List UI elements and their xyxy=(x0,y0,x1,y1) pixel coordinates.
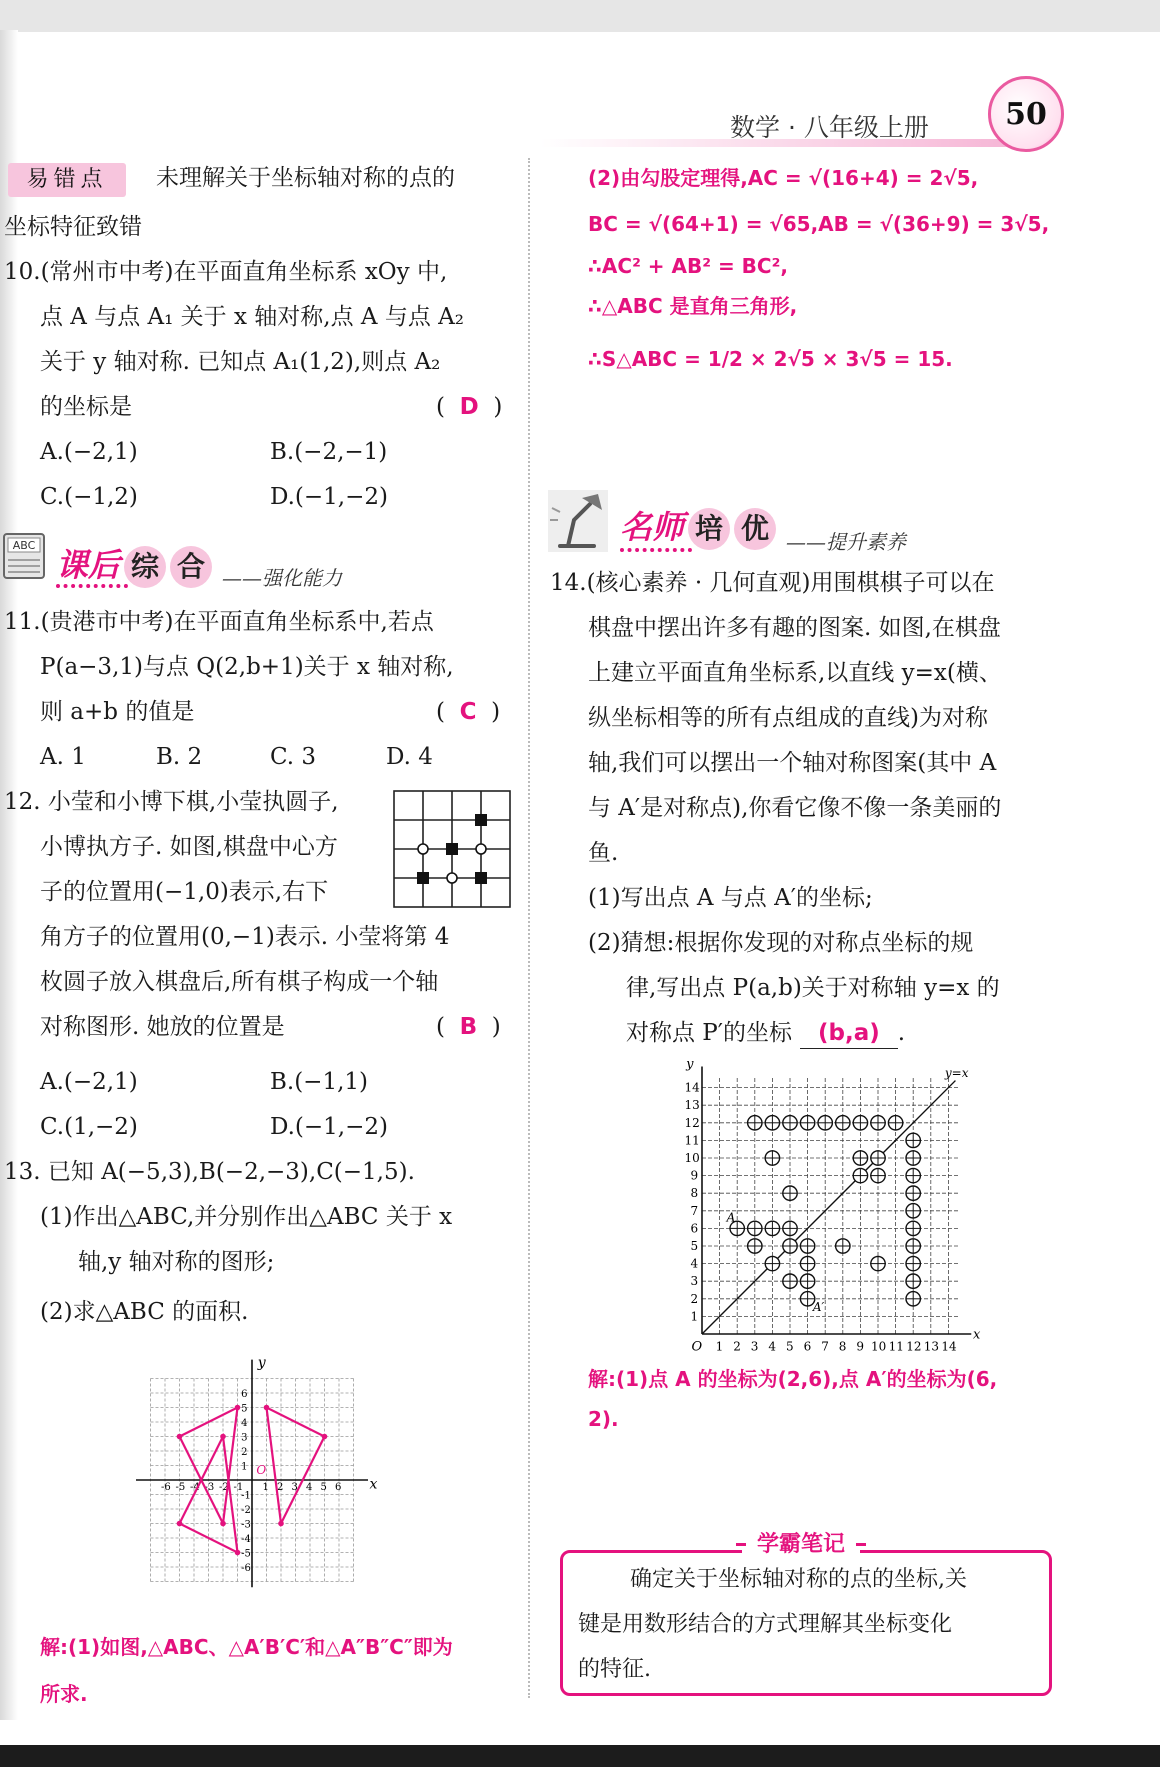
x-tick-label: -3 xyxy=(204,1482,215,1494)
x-tick-label: 10 xyxy=(871,1339,887,1354)
q13-part2-line5: ∴S△ABC = 1/2 × 2√5 × 3√5 = 15. xyxy=(588,347,953,371)
q13-part2-line1: (2)由勾股定理得,AC = √(16+4) = 2√5, xyxy=(588,166,979,190)
note-line-3: 的特征. xyxy=(578,1657,651,1682)
q12-line-2: 小博执方子. 如图,棋盘中心方 xyxy=(40,834,338,860)
round-piece xyxy=(447,873,457,883)
section-after-title-text: 课后 xyxy=(56,546,121,584)
section-teacher-title-text: 名师 xyxy=(620,508,685,546)
section-after-circle: 综 xyxy=(124,546,166,588)
y-tick-label: -3 xyxy=(241,1519,251,1531)
triangle-vertex xyxy=(322,1434,328,1440)
q14-line-1: 14.(核心素养 · 几何直观)用围棋棋子可以在 xyxy=(550,570,995,596)
y-tick-label: 3 xyxy=(241,1432,248,1444)
q10-option-d: D.(−1,−2) xyxy=(270,484,388,510)
x-tick-label: 8 xyxy=(838,1339,847,1354)
x-tick-label: -1 xyxy=(233,1482,244,1494)
section-after-dots xyxy=(56,578,128,588)
section-teacher-circle: 培 xyxy=(688,508,730,550)
q10-option-b: B.(−2,−1) xyxy=(270,439,388,465)
q10-answer-bracket: ( D ) xyxy=(436,394,503,420)
x-tick-label: 7 xyxy=(821,1339,829,1354)
x-tick-label: -6 xyxy=(161,1482,171,1494)
q14-line-8: (1)写出点 A 与点 A′的坐标; xyxy=(588,885,873,911)
q13-solution-line2: 所求. xyxy=(40,1682,88,1706)
q13-solution-line1: 解:(1)如图,△ABC、△A′B′C′和△A″B″C″即为 xyxy=(40,1635,453,1659)
q14-line-3: 上建立平面直角坐标系,以直线 y=x(横、 xyxy=(588,660,1002,686)
x-axis-label: x xyxy=(973,1327,981,1343)
x-tick-label: 5 xyxy=(786,1339,794,1354)
q12-answer-bracket: ( B ) xyxy=(436,1014,501,1040)
column-divider xyxy=(528,158,530,1698)
triangle-vertex xyxy=(235,1550,241,1556)
x-tick-label: 3 xyxy=(750,1339,759,1354)
q10-option-a: A.(−2,1) xyxy=(40,439,138,465)
x-tick-label: -5 xyxy=(175,1482,186,1494)
y-tick-label: 6 xyxy=(690,1221,699,1236)
lamp-icon xyxy=(546,490,608,552)
x-tick-label: 11 xyxy=(888,1339,904,1354)
q14-solution-line1: 解:(1)点 A 的坐标为(2,6),点 A′的坐标为(6, xyxy=(588,1367,998,1391)
y-tick-label: 1 xyxy=(241,1461,248,1473)
y-axis-label: y xyxy=(257,1354,266,1371)
origin-label: O xyxy=(256,1463,267,1478)
q10-line-3: 关于 y 轴对称. 已知点 A₁(1,2),则点 A₂ xyxy=(40,349,441,375)
q14-line-6: 与 A′是对称点),你看它像不像一条美丽的 xyxy=(588,795,1002,821)
y-tick-label: 1 xyxy=(690,1309,699,1324)
q11-option-c: C. 3 xyxy=(270,744,317,770)
q12-option-a: A.(−2,1) xyxy=(40,1069,138,1095)
y-tick-label: 2 xyxy=(241,1447,248,1458)
round-piece xyxy=(418,844,428,854)
q14-line-end: . xyxy=(897,1020,906,1046)
q12-line-4: 角方子的位置用(0,−1)表示. 小莹将第 4 xyxy=(40,924,450,950)
y-tick-label: -2 xyxy=(241,1505,251,1516)
q13-line-4: (2)求△ABC 的面积. xyxy=(40,1299,249,1325)
q14-solution-line2: 2). xyxy=(588,1407,619,1431)
book-icon-label: ABC xyxy=(12,539,36,552)
x-tick-label: 6 xyxy=(803,1339,812,1354)
triangle-vertex xyxy=(264,1405,270,1411)
q11-option-d: D. 4 xyxy=(386,744,433,770)
section-teacher-title-end: 优 xyxy=(734,508,776,550)
bottom-margin xyxy=(0,1745,1160,1767)
q11-line-1: 11.(贵港市中考)在平面直角坐标系中,若点 xyxy=(4,609,434,635)
q11-line-2: P(a−3,1)与点 Q(2,b+1)关于 x 轴对称, xyxy=(40,654,454,680)
y-tick-label: -1 xyxy=(241,1490,251,1502)
q10-line-4: 的坐标是 xyxy=(40,394,132,420)
q11-line-3: 则 a+b 的值是 xyxy=(40,699,195,725)
x-tick-label: -4 xyxy=(190,1482,200,1494)
x-tick-label: 12 xyxy=(906,1339,922,1354)
error-point-tag: 易错点 xyxy=(8,163,126,197)
chess-board-figure xyxy=(393,790,511,908)
q12-option-d: D.(−1,−2) xyxy=(270,1114,388,1140)
x-tick-label: 1 xyxy=(715,1339,724,1354)
error-point-title-line2: 坐标特征致错 xyxy=(4,214,142,240)
y-tick-label: 6 xyxy=(241,1389,248,1400)
book-title: 数学 · 八年级上册 xyxy=(730,113,929,142)
q12-option-b: B.(−1,1) xyxy=(270,1069,369,1095)
x-tick-label: 4 xyxy=(768,1339,777,1354)
y-tick-label: 11 xyxy=(684,1133,700,1148)
x-tick-label: 9 xyxy=(856,1339,865,1354)
y-tick-label: 5 xyxy=(690,1239,699,1253)
q10-line-1: 10.(常州市中考)在平面直角坐标系 xOy 中, xyxy=(4,259,448,285)
x-tick-label: 1 xyxy=(262,1482,269,1494)
y-tick-label: 12 xyxy=(684,1115,700,1130)
q10-line-2: 点 A 与点 A₁ 关于 x 轴对称,点 A 与点 A₂ xyxy=(40,304,464,330)
point-a-label: A xyxy=(726,1210,736,1225)
triangle-vertex xyxy=(220,1434,226,1440)
q14-line-11-text: 对称点 P′的坐标 xyxy=(626,1020,793,1046)
origin-label: O xyxy=(691,1339,703,1355)
q14-blank-answer: (b,a) xyxy=(818,1020,880,1046)
q14-line-10: 律,写出点 P(a,b)关于对称轴 y=x 的 xyxy=(626,975,1000,1001)
y-tick-label: 5 xyxy=(241,1403,248,1415)
y-tick-label: 14 xyxy=(684,1080,700,1095)
x-tick-label: 13 xyxy=(923,1339,940,1354)
y-tick-label: 8 xyxy=(690,1186,699,1201)
q12-line-1: 12. 小莹和小博下棋,小莹执圆子, xyxy=(4,789,339,815)
q12-line-3: 子的位置用(−1,0)表示,右下 xyxy=(40,879,329,905)
triangle-vertex xyxy=(278,1521,284,1527)
q13-part2-line2: BC = √(64+1) = √65,AB = √(36+9) = 3√5, xyxy=(588,212,1050,236)
square-piece xyxy=(417,872,429,884)
q14-line-4: 纵坐标相等的所有点组成的直线)为对称 xyxy=(588,705,988,731)
note-title: 学霸笔记 xyxy=(742,1528,860,1562)
q14-line-11 xyxy=(626,1018,905,1049)
y-tick-label: 13 xyxy=(684,1098,700,1113)
q11-answer-bracket: ( C ) xyxy=(436,699,501,725)
square-piece xyxy=(475,872,487,884)
x-tick-label: 2 xyxy=(733,1339,741,1354)
top-margin xyxy=(0,0,1160,32)
q13-coordinate-graph xyxy=(140,1340,410,1616)
section-after-subtitle: ——强化能力 xyxy=(222,566,342,590)
symmetry-line-label: y=x xyxy=(944,1066,969,1081)
section-teacher-dots xyxy=(620,542,692,552)
q13-line-3: 轴,y 轴对称的图形; xyxy=(78,1249,275,1275)
section-after-title-end: 合 xyxy=(170,546,212,588)
q13-line-1: 13. 已知 A(−5,3),B(−2,−3),C(−1,5). xyxy=(4,1159,415,1185)
y-tick-label: 2 xyxy=(690,1291,699,1306)
triangle-vertex xyxy=(235,1405,241,1411)
y-tick-label: 4 xyxy=(241,1418,248,1429)
q14-line-2: 棋盘中摆出许多有趣的图案. 如图,在棋盘 xyxy=(588,615,1001,641)
y-tick-label: -4 xyxy=(241,1534,251,1545)
q14-fish-graph xyxy=(676,1056,981,1358)
q10-answer: D xyxy=(459,394,479,420)
point-a-prime-label: A′ xyxy=(812,1300,825,1315)
triangle-vertex xyxy=(177,1521,183,1527)
x-tick-label: 3 xyxy=(291,1482,298,1494)
triangle-vertex xyxy=(220,1521,226,1527)
y-tick-label: -5 xyxy=(241,1548,251,1560)
note-line-2: 键是用数形结合的方式理解其坐标变化 xyxy=(578,1612,953,1637)
x-tick-label: 5 xyxy=(320,1482,327,1494)
triangle-vertex xyxy=(177,1434,183,1440)
q12-option-c: C.(1,−2) xyxy=(40,1114,138,1140)
q13-part2-line3: ∴AC² + AB² = BC², xyxy=(588,254,788,278)
y-tick-label: 10 xyxy=(684,1151,700,1165)
q12-line-5: 枚圆子放入棋盘后,所有棋子构成一个轴 xyxy=(40,969,439,995)
book-icon xyxy=(2,530,46,582)
y-tick-label: 4 xyxy=(690,1256,699,1271)
x-tick-label: -2 xyxy=(219,1482,229,1494)
q10-option-c: C.(−1,2) xyxy=(40,484,138,510)
x-tick-label: 6 xyxy=(335,1482,342,1494)
section-teacher-subtitle: ——提升素养 xyxy=(786,530,906,554)
q13-part2-line4: ∴△ABC 是直角三角形, xyxy=(588,294,798,318)
q12-answer: B xyxy=(459,1014,478,1040)
round-piece xyxy=(476,844,486,854)
square-piece xyxy=(446,843,458,855)
q14-line-7: 鱼. xyxy=(588,840,619,866)
note-line-1: 确定关于坐标轴对称的点的坐标,关 xyxy=(630,1567,967,1592)
q11-option-a: A. 1 xyxy=(40,744,86,770)
square-piece xyxy=(475,814,487,826)
y-axis-label: y xyxy=(686,1057,694,1073)
y-tick-label: 9 xyxy=(690,1168,699,1183)
q14-line-9: (2)猜想:根据你发现的对称点坐标的规 xyxy=(588,930,974,956)
x-tick-label: 2 xyxy=(277,1482,284,1494)
q12-line-6: 对称图形. 她放的位置是 xyxy=(40,1014,285,1040)
x-tick-label: 4 xyxy=(306,1482,313,1494)
x-axis-label: x xyxy=(369,1476,378,1493)
y-tick-label: -6 xyxy=(241,1563,251,1574)
y-tick-label: 3 xyxy=(690,1274,699,1289)
page-number: 50 xyxy=(988,76,1064,152)
q11-answer: C xyxy=(459,699,477,725)
q13-line-2: (1)作出△ABC,并分别作出△ABC 关于 x xyxy=(40,1204,453,1230)
q14-line-5: 轴,我们可以摆出一个轴对称图案(其中 A xyxy=(588,750,997,776)
y-tick-label: 7 xyxy=(690,1203,699,1218)
q11-option-b: B. 2 xyxy=(156,744,203,770)
error-point-title-line1: 未理解关于坐标轴对称的点的 xyxy=(156,165,455,191)
x-tick-label: 14 xyxy=(941,1339,957,1354)
